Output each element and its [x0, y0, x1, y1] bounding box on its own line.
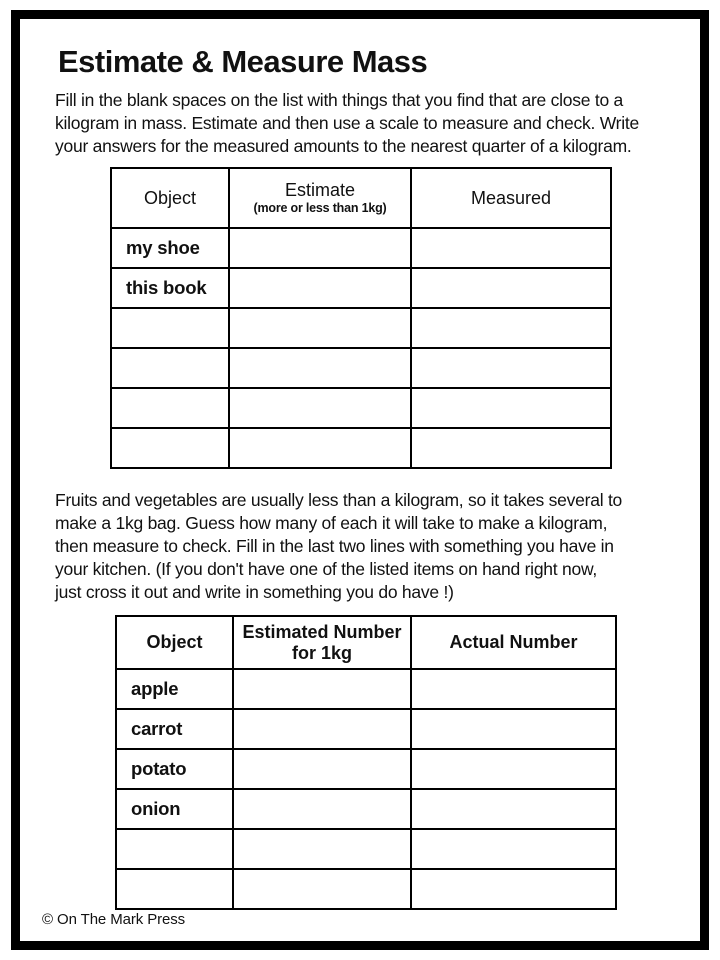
intro2-line: Fruits and vegetables are usually less than a kilogram, so it takes several to	[55, 490, 623, 510]
actual-number-blank-cell	[411, 669, 616, 709]
table-row	[116, 709, 616, 749]
actual-number-blank-cell	[411, 829, 616, 869]
estimate-header-subtext: (more or less than 1kg)	[253, 201, 387, 215]
measured-blank-cell	[411, 388, 611, 428]
intro1-line: Fill in the blank spaces on the list with things that you find that are close to a	[55, 90, 624, 110]
object-blank-cell	[116, 829, 233, 869]
estimated-number-blank-cell	[233, 709, 411, 749]
column-header-measured: Measured	[411, 168, 611, 228]
estimate-measure-table	[110, 167, 612, 469]
actual-number-blank-cell	[411, 709, 616, 749]
page-title: Estimate & Measure Mass	[58, 44, 428, 79]
object-cell: this book	[111, 268, 229, 308]
object-blank-cell	[111, 308, 229, 348]
object-cell: apple	[116, 669, 233, 709]
table-row	[116, 669, 616, 709]
estimate-blank-cell	[229, 268, 411, 308]
column-header-actual-number: Actual Number	[411, 616, 616, 669]
column-header-estimate	[229, 168, 411, 228]
intro1-line: your answers for the measured amounts to the nearest quarter of a kilogram.	[55, 136, 632, 156]
table-row	[116, 829, 616, 869]
estimate-blank-cell	[229, 228, 411, 268]
actual-number-blank-cell	[411, 869, 616, 909]
table-header-row	[111, 168, 611, 228]
estimate-blank-cell	[229, 308, 411, 348]
table-row	[111, 388, 611, 428]
column-header-estimated-number: Estimated Number for 1kg	[233, 616, 411, 669]
table-row	[111, 308, 611, 348]
estimate-blank-cell	[229, 428, 411, 468]
measured-blank-cell	[411, 228, 611, 268]
object-cell: my shoe	[111, 228, 229, 268]
table-header-row	[116, 616, 616, 669]
table-row	[111, 428, 611, 468]
column-header-object: Object	[111, 168, 229, 228]
table-row	[116, 869, 616, 909]
column-header-object: Object	[116, 616, 233, 669]
intro-paragraph-2	[55, 489, 622, 604]
actual-number-blank-cell	[411, 749, 616, 789]
intro-paragraph-1	[55, 89, 639, 158]
intro2-line: make a 1kg bag. Guess how many of each it will take to make a kilogram,	[55, 513, 608, 533]
measured-blank-cell	[411, 348, 611, 388]
estimated-number-blank-cell	[233, 829, 411, 869]
estimated-number-blank-cell	[233, 669, 411, 709]
estimated-number-blank-cell	[233, 869, 411, 909]
table-row	[111, 228, 611, 268]
object-blank-cell	[111, 428, 229, 468]
measured-blank-cell	[411, 268, 611, 308]
table-row	[111, 348, 611, 388]
table-row	[116, 749, 616, 789]
actual-number-blank-cell	[411, 789, 616, 829]
object-blank-cell	[116, 869, 233, 909]
copyright-credit: © On The Mark Press	[42, 911, 186, 928]
object-cell: carrot	[116, 709, 233, 749]
object-blank-cell	[111, 348, 229, 388]
measured-blank-cell	[411, 428, 611, 468]
object-blank-cell	[111, 388, 229, 428]
fruits-vegetables-table	[115, 615, 617, 910]
measured-blank-cell	[411, 308, 611, 348]
intro1-line: kilogram in mass. Estimate and then use a scale to measure and check. Write	[55, 113, 639, 133]
table-row	[116, 789, 616, 829]
object-cell: potato	[116, 749, 233, 789]
estimate-blank-cell	[229, 388, 411, 428]
estimate-header-label: Estimate	[284, 180, 356, 200]
estimated-number-blank-cell	[233, 789, 411, 829]
intro2-line: then measure to check. Fill in the last two lines with something you have in	[55, 536, 614, 556]
table-row	[111, 268, 611, 308]
estimate-blank-cell	[229, 348, 411, 388]
object-cell: onion	[116, 789, 233, 829]
estimated-number-blank-cell	[233, 749, 411, 789]
intro2-line: just cross it out and write in something you do have !)	[55, 582, 454, 602]
intro2-line: your kitchen. (If you don't have one of the listed items on hand right now,	[55, 559, 598, 579]
